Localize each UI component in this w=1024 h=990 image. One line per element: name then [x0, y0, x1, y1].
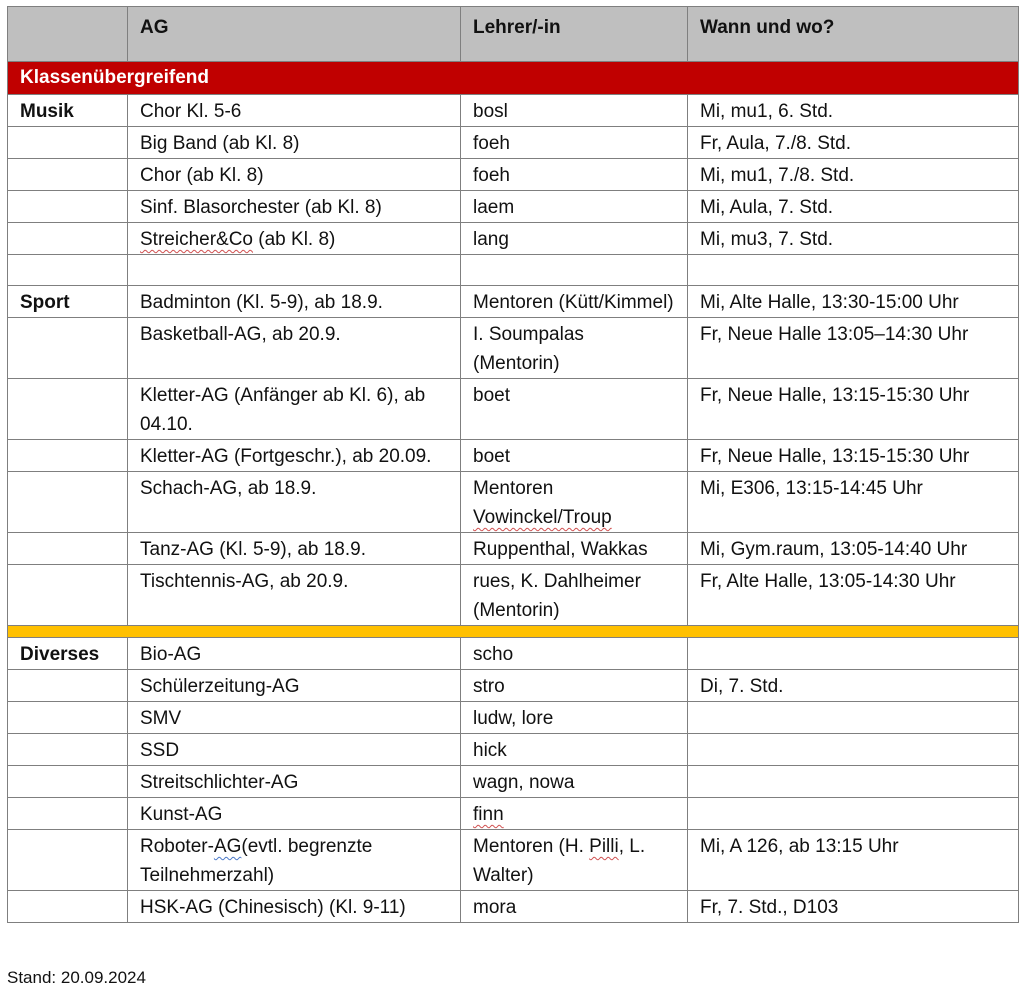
ag-cell: Bio-AG	[128, 638, 461, 670]
category-cell	[8, 440, 128, 472]
ag-cell	[128, 223, 461, 255]
table-row	[8, 95, 1019, 127]
when-cell: Di, 7. Std.	[688, 670, 1019, 702]
table-row	[8, 702, 1019, 734]
teacher-cell: foeh	[461, 127, 688, 159]
when-cell: Fr, Neue Halle 13:05–14:30 Uhr	[688, 318, 1019, 379]
when-cell	[688, 702, 1019, 734]
category-cell	[8, 734, 128, 766]
empty-cell	[688, 255, 1019, 286]
ag-text-spellcheck: Streicher&Co	[140, 229, 253, 250]
ag-cell: Kletter-AG (Fortgeschr.), ab 20.09.	[128, 440, 461, 472]
teacher-cell: wagn, nowa	[461, 766, 688, 798]
table-row	[8, 223, 1019, 255]
teacher-cell: boet	[461, 440, 688, 472]
teacher-cell: scho	[461, 638, 688, 670]
teacher-text: Mentoren	[473, 478, 554, 499]
category-cell	[8, 379, 128, 440]
ag-cell: Sinf. Blasorchester (ab Kl. 8)	[128, 191, 461, 223]
category-cell	[8, 318, 128, 379]
section-title: Klassenübergreifend	[8, 62, 1019, 95]
ag-cell: Schach-AG, ab 18.9.	[128, 472, 461, 533]
ag-cell: Kletter-AG (Anfänger ab Kl. 6), ab 04.10.	[128, 379, 461, 440]
teacher-cell: boet	[461, 379, 688, 440]
ag-cell	[128, 830, 461, 891]
header-teacher: Lehrer/-in	[461, 7, 688, 62]
table-row	[8, 891, 1019, 923]
when-cell: Mi, Alte Halle, 13:30-15:00 Uhr	[688, 286, 1019, 318]
category-cell	[8, 702, 128, 734]
teacher-text-spellcheck: finn	[473, 804, 504, 825]
when-cell: Fr, Alte Halle, 13:05-14:30 Uhr	[688, 565, 1019, 626]
empty-cell	[8, 255, 128, 286]
table-row	[8, 286, 1019, 318]
when-cell: Mi, mu1, 6. Std.	[688, 95, 1019, 127]
table-row	[8, 533, 1019, 565]
when-cell	[688, 798, 1019, 830]
when-cell: Mi, Aula, 7. Std.	[688, 191, 1019, 223]
category-cell	[8, 472, 128, 533]
category-cell	[8, 223, 128, 255]
header-when-where: Wann und wo?	[688, 7, 1019, 62]
teacher-text: , L. Walter)	[473, 836, 646, 886]
ag-cell: Chor (ab Kl. 8)	[128, 159, 461, 191]
table-row	[8, 127, 1019, 159]
divider-row	[8, 626, 1019, 638]
category-cell	[8, 830, 128, 891]
teacher-cell: laem	[461, 191, 688, 223]
category-diverses: Diverses	[8, 638, 128, 670]
teacher-cell: foeh	[461, 159, 688, 191]
table-row	[8, 440, 1019, 472]
ag-cell: Chor Kl. 5-6	[128, 95, 461, 127]
when-cell: Fr, Neue Halle, 13:15-15:30 Uhr	[688, 440, 1019, 472]
ag-cell: Big Band (ab Kl. 8)	[128, 127, 461, 159]
table-row	[8, 798, 1019, 830]
ag-table	[7, 6, 1019, 923]
ag-cell: Streitschlichter-AG	[128, 766, 461, 798]
table-row	[8, 379, 1019, 440]
ag-text-grammarcheck: AG	[213, 836, 242, 857]
teacher-text: Mentoren (H.	[473, 836, 590, 857]
when-cell: Mi, E306, 13:15-14:45 Uhr	[688, 472, 1019, 533]
footer-date: Stand: 20.09.2024	[7, 968, 146, 987]
ag-cell: Kunst-AG	[128, 798, 461, 830]
category-cell	[8, 191, 128, 223]
teacher-cell: mora	[461, 891, 688, 923]
when-cell: Fr, Neue Halle, 13:15-15:30 Uhr	[688, 379, 1019, 440]
header-ag: AG	[128, 7, 461, 62]
ag-cell: HSK-AG (Chinesisch) (Kl. 9-11)	[128, 891, 461, 923]
category-cell	[8, 159, 128, 191]
category-cell	[8, 798, 128, 830]
gold-divider	[8, 626, 1019, 638]
teacher-cell: bosl	[461, 95, 688, 127]
when-cell: Mi, mu1, 7./8. Std.	[688, 159, 1019, 191]
when-cell: Fr, 7. Std., D103	[688, 891, 1019, 923]
teacher-cell: Mentoren (Kütt/Kimmel)	[461, 286, 688, 318]
table-row	[8, 830, 1019, 891]
teacher-cell: rues, K. Dahlheimer (Mentorin)	[461, 565, 688, 626]
section-row	[8, 62, 1019, 95]
teacher-cell: ludw, lore	[461, 702, 688, 734]
ag-cell: Basketball-AG, ab 20.9.	[128, 318, 461, 379]
ag-cell: Tischtennis-AG, ab 20.9.	[128, 565, 461, 626]
category-cell	[8, 891, 128, 923]
teacher-cell: Ruppenthal, Wakkas	[461, 533, 688, 565]
when-cell	[688, 734, 1019, 766]
ag-cell: SSD	[128, 734, 461, 766]
teacher-cell	[461, 472, 688, 533]
ag-text: (evtl. begrenzte Teilnehmerzahl)	[140, 836, 373, 886]
table-row	[8, 766, 1019, 798]
ag-text: Roboter-	[140, 836, 214, 857]
category-musik: Musik	[8, 95, 128, 127]
spacer-row	[8, 255, 1019, 286]
category-cell	[8, 766, 128, 798]
teacher-cell: I. Soumpalas (Mentorin)	[461, 318, 688, 379]
teacher-cell: hick	[461, 734, 688, 766]
table-row	[8, 159, 1019, 191]
table-row	[8, 191, 1019, 223]
table-row	[8, 670, 1019, 702]
when-cell	[688, 638, 1019, 670]
category-cell	[8, 565, 128, 626]
table-row	[8, 638, 1019, 670]
empty-cell	[461, 255, 688, 286]
ag-cell: Schülerzeitung-AG	[128, 670, 461, 702]
teacher-cell	[461, 830, 688, 891]
table-row	[8, 734, 1019, 766]
header-row	[8, 7, 1019, 62]
category-sport: Sport	[8, 286, 128, 318]
table-row	[8, 318, 1019, 379]
empty-cell	[128, 255, 461, 286]
teacher-text-spellcheck: Vowinckel/Troup	[473, 507, 612, 528]
ag-cell: SMV	[128, 702, 461, 734]
when-cell: Mi, Gym.raum, 13:05-14:40 Uhr	[688, 533, 1019, 565]
teacher-cell: stro	[461, 670, 688, 702]
ag-cell: Tanz-AG (Kl. 5-9), ab 18.9.	[128, 533, 461, 565]
header-category	[8, 7, 128, 62]
category-cell	[8, 127, 128, 159]
teacher-cell: lang	[461, 223, 688, 255]
ag-text: (ab Kl. 8)	[253, 229, 336, 250]
table-row	[8, 565, 1019, 626]
ag-cell: Badminton (Kl. 5-9), ab 18.9.	[128, 286, 461, 318]
teacher-text-spellcheck: Pilli	[589, 836, 619, 857]
teacher-cell	[461, 798, 688, 830]
when-cell: Mi, mu3, 7. Std.	[688, 223, 1019, 255]
when-cell: Mi, A 126, ab 13:15 Uhr	[688, 830, 1019, 891]
when-cell	[688, 766, 1019, 798]
table-row	[8, 472, 1019, 533]
category-cell	[8, 533, 128, 565]
when-cell: Fr, Aula, 7./8. Std.	[688, 127, 1019, 159]
category-cell	[8, 670, 128, 702]
